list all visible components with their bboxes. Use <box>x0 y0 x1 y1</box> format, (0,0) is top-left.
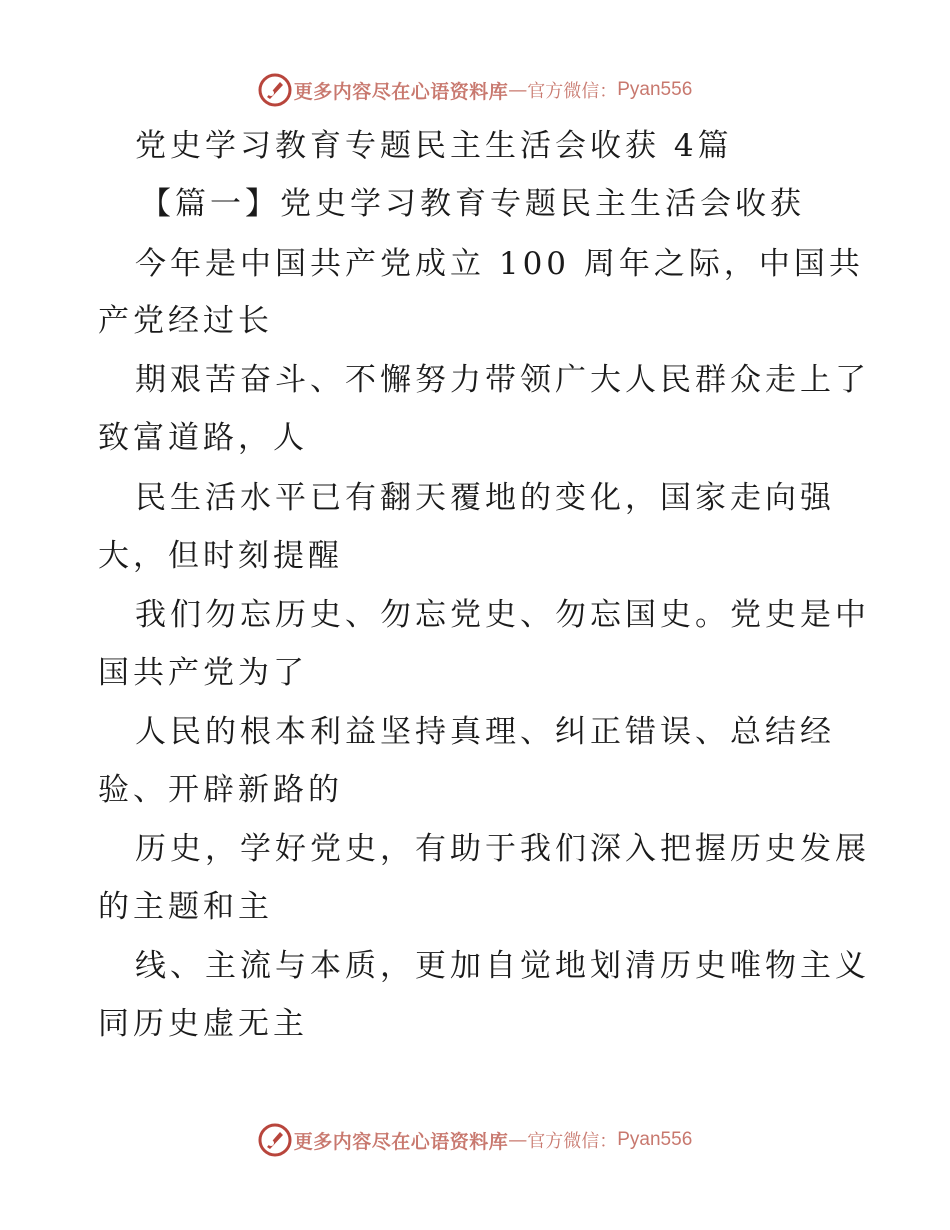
footer-banner <box>0 1120 950 1160</box>
logo-icon <box>258 1123 292 1157</box>
banner-separator: — <box>508 79 528 101</box>
body-line: 民生活水平已有翻天覆地的变化，国家走向强 <box>135 480 835 516</box>
body-line: 我们勿忘历史、勿忘党史、勿忘国史。党史是中 <box>135 597 870 633</box>
body-line: 的主题和主 <box>98 889 273 925</box>
document-subtitle: 【篇一】党史学习教育专题民主生活会收获 <box>140 186 805 222</box>
banner-main-text: 更多内容尽在心语资料库 <box>293 80 509 103</box>
body-line: 致富道路，人 <box>98 420 308 456</box>
document-title: 党史学习教育专题民主生活会收获 4篇 <box>135 128 733 164</box>
body-line: 人民的根本利益坚持真理、纠正错误、总结经 <box>135 714 835 750</box>
banner-main-text: 更多内容尽在心语资料库 <box>293 1130 509 1153</box>
banner-wechat-id: Pyan556 <box>617 79 693 100</box>
banner-wechat-label: 官方微信： <box>527 1131 618 1152</box>
body-line: 大，但时刻提醒 <box>98 538 343 574</box>
banner-wechat-label: 官方微信： <box>527 81 618 102</box>
body-line: 国共产党为了 <box>98 655 308 691</box>
body-line: 期艰苦奋斗、不懈努力带领广大人民群众走上了 <box>135 362 870 398</box>
body-line: 历史，学好党史，有助于我们深入把握历史发展 <box>135 831 870 867</box>
banner-wechat-id: Pyan556 <box>617 1129 693 1150</box>
body-line: 验、开辟新路的 <box>98 772 343 808</box>
body-line: 同历史虚无主 <box>98 1006 308 1042</box>
body-line: 今年是中国共产党成立 100 周年之际，中国共 <box>135 246 864 282</box>
body-line: 线、主流与本质，更加自觉地划清历史唯物主义 <box>135 948 870 984</box>
header-banner <box>0 70 950 110</box>
logo-icon <box>258 73 292 107</box>
banner-separator: — <box>508 1129 528 1151</box>
body-line: 产党经过长 <box>98 303 273 339</box>
